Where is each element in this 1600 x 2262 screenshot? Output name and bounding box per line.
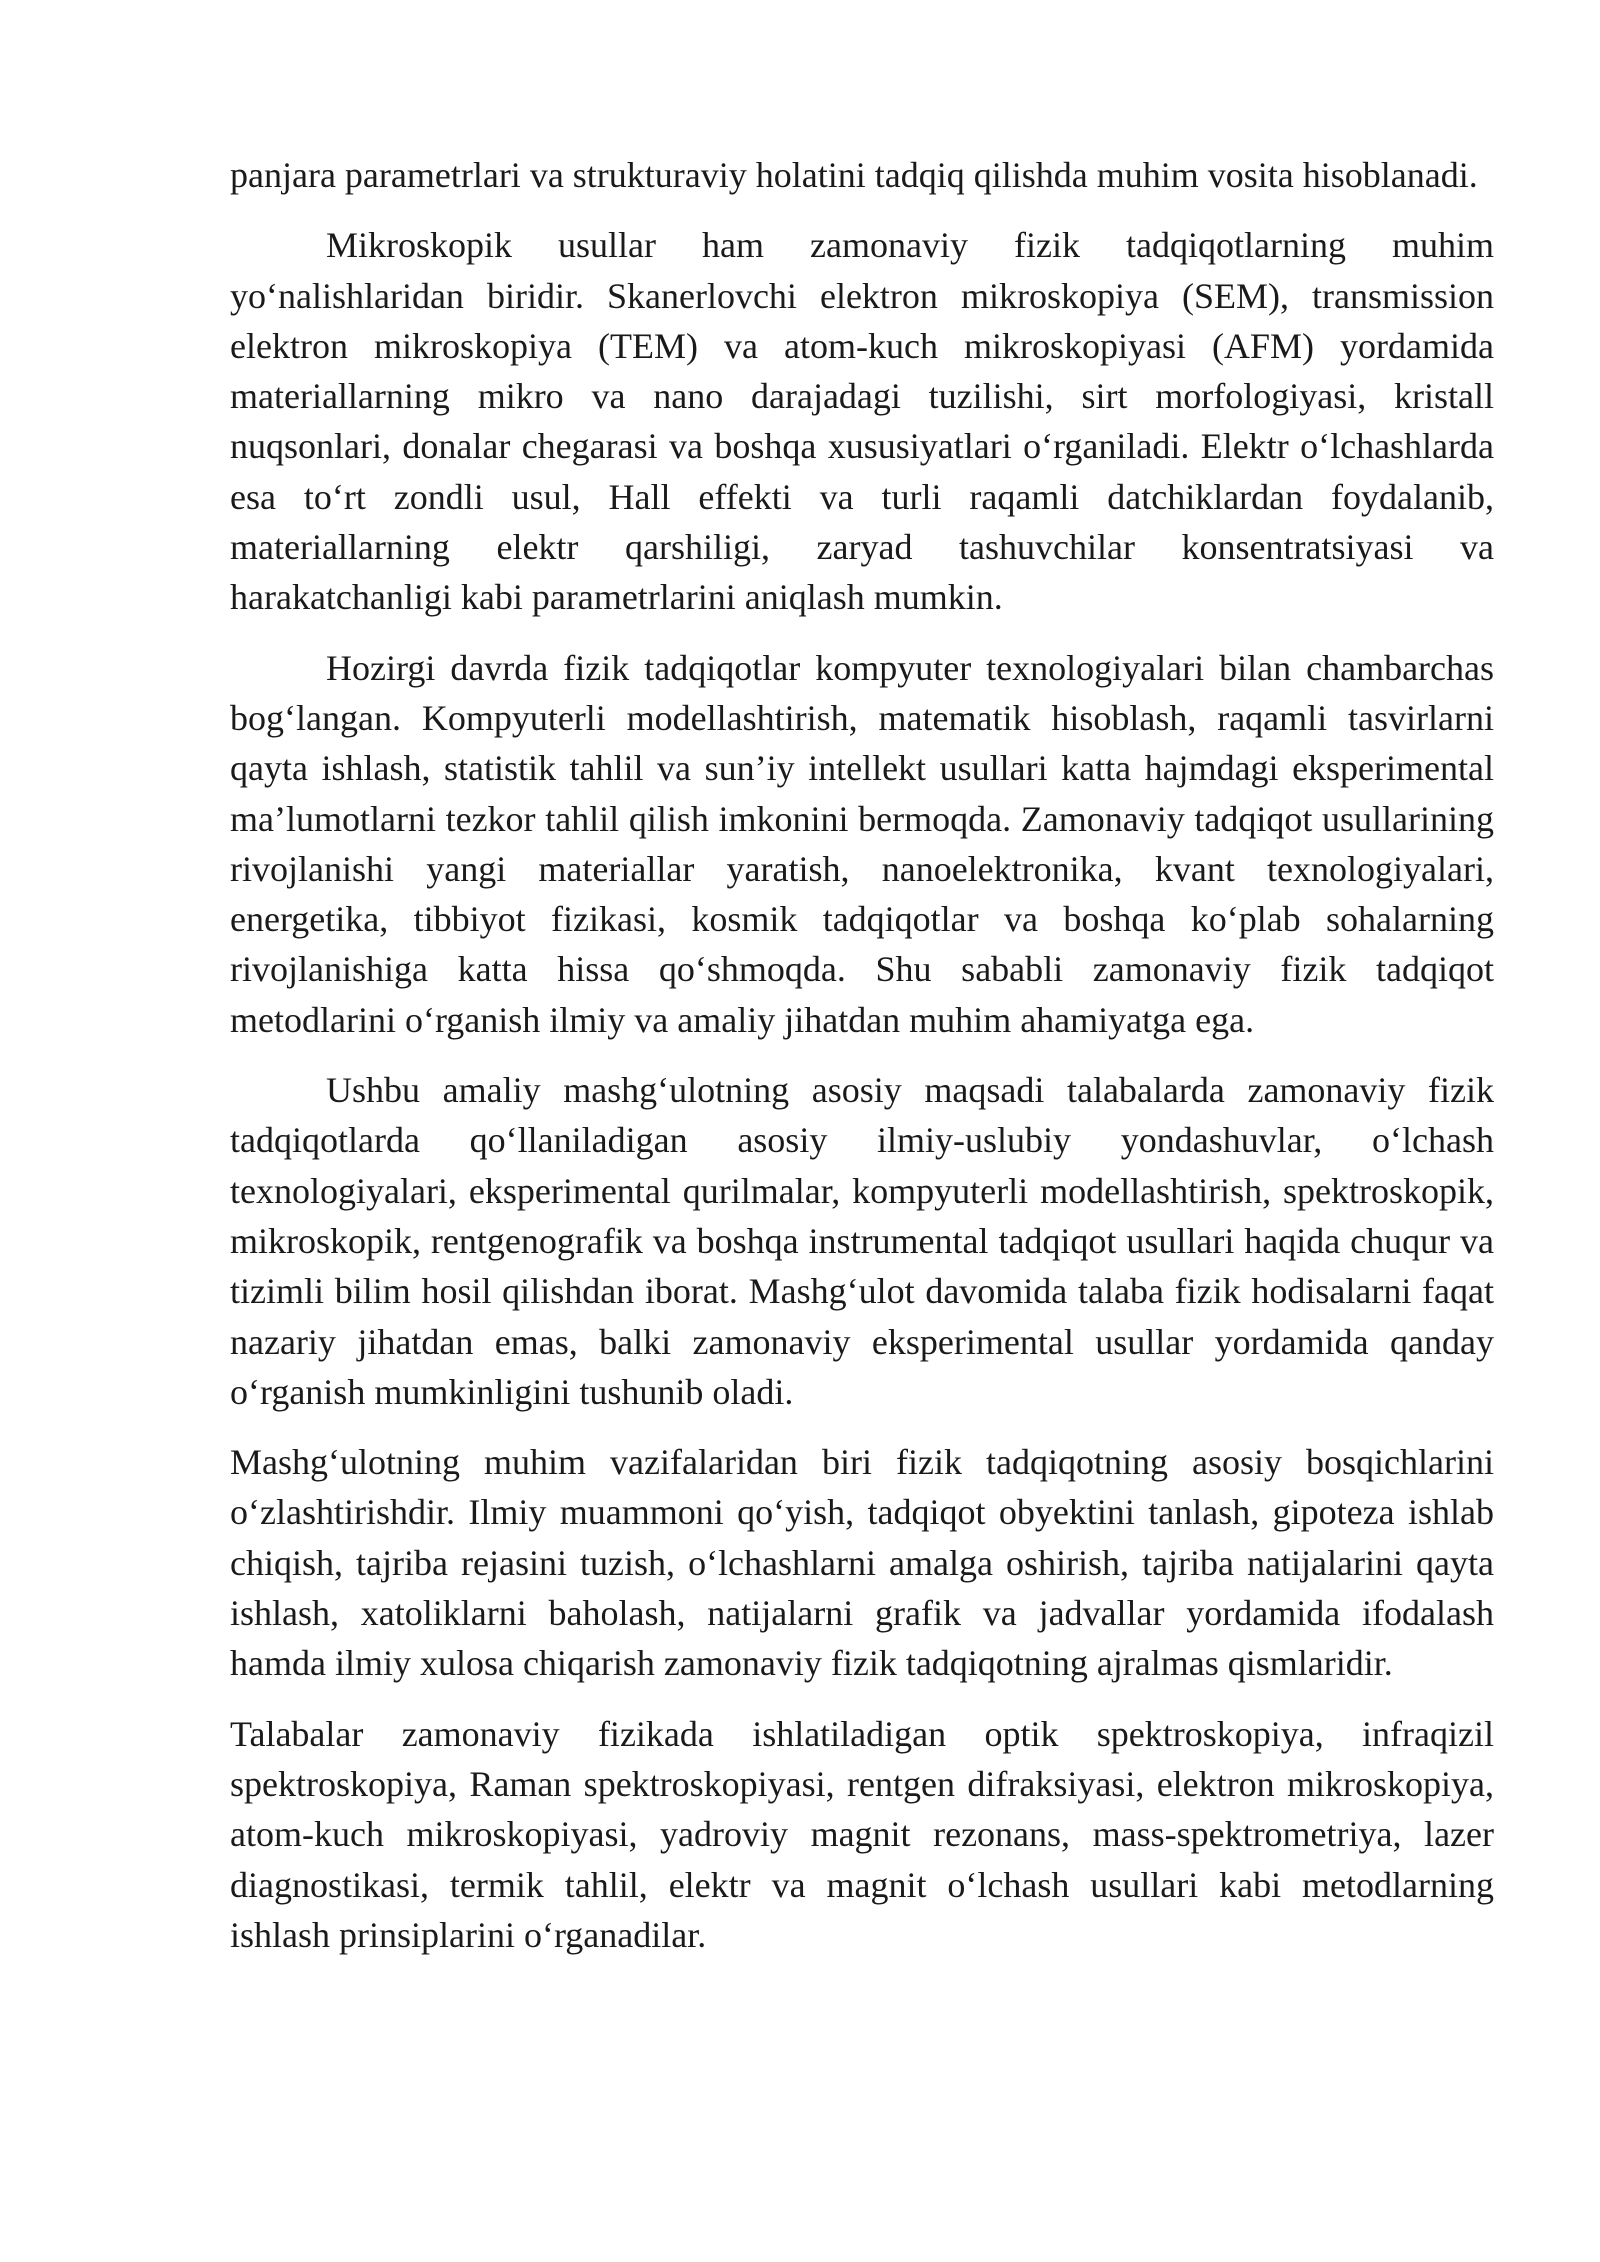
paragraph-4: Ushbu amaliy mashg‘ulotning asosiy maqsadi talabalarda zamonaviy fizik tadqiqotlarda qo‘llaniladigan asosiy ilmiy-uslubiy yondashuvlar, o‘lchash texnologiyalari, eksperimental qurilmalar, kompyuterli modellashtirish, spektroskopik, mikroskopik, rentgenografik va boshqa instrumental tadqiqot usullari haqida chuqur va tizimli bilim hosil qilishdan iborat. Mashg‘ulot davomida talaba fizik hodisalarni faqat nazariy jihatdan emas, balki zamonaviy eksperimental usullar yordamida qanday o‘rganish mumkinligini tushunib oladi. (230, 1070, 1494, 1412)
paragraph-1: panjara parametrlari va strukturaviy holatini tadqiq qilishda muhim vosita hisoblanadi. (230, 155, 1478, 195)
paragraph-2: Mikroskopik usullar ham zamonaviy fizik tadqiqotlarning muhim yo‘nalishlaridan biridir. Skanerlovchi elektron mikroskopiya (SEM), transmission elektron mikroskopiya (TEM) va atom-kuch mikroskopiyasi (AFM) yordamida materiallarning mikro va nano darajadagi tuzilishi, sirt morfologiyasi, kristall nuqsonlari, donalar chegarasi va boshqa xususiyatlari o‘rganiladi. Elektr o‘lchashlarda esa to‘rt zondli usul, Hall effekti va turli raqamli datchiklardan foydalanib, materiallarning elektr qarshiligi, zaryad tashuvchilar konsentratsiyasi va harakatchanligi kabi parametrlarini aniqlash mumkin. (230, 225, 1494, 618)
paragraph-3: Hozirgi davrda fizik tadqiqotlar kompyuter texnologiyalari bilan chambarchas bog‘langan. Kompyuterli modellashtirish, matematik hisoblash, raqamli tasvirlarni qayta ishlash, statistik tahlil va sun’iy intellekt usullari katta hajmdagi eksperimental ma’lumotlarni tezkor tahlil qilish imkonini bermoqda. Zamonaviy tadqiqot usullarining rivojlanishi yangi materiallar yaratish, nanoelektronika, kvant texnologiyalari, energetika, tibbiyot fizikasi, kosmik tadqiqotlar va boshqa ko‘plab sohalarning rivojlanishiga katta hissa qo‘shmoqda. Shu sababli zamonaviy fizik tadqiqot metodlarini o‘rganish ilmiy va amaliy jihatdan muhim ahamiyatga ega. (230, 647, 1494, 1040)
paragraph-6: Talabalar zamonaviy fizikada ishlatiladigan optik spektroskopiya, infraqizil spektroskopiya, Raman spektroskopiyasi, rentgen difraksiyasi, elektron mikroskopiya, atom-kuch mikroskopiyasi, yadroviy magnit rezonans, mass-spektrometriya, lazer diagnostikasi, termik tahlil, elektr va magnit o‘lchash usullari kabi metodlarning ishlash prinsiplarini o‘rganadilar. (230, 1713, 1494, 1955)
document-body (230, 150, 1494, 1980)
paragraph-5: Mashg‘ulotning muhim vazifalaridan biri fizik tadqiqotning asosiy bosqichlarini o‘zlashtirishdir. Ilmiy muammoni qo‘yish, tadqiqot obyektini tanlash, gipoteza ishlab chiqish, tajriba rejasini tuzish, o‘lchashlarni amalga oshirish, tajriba natijalarini qayta ishlash, xatoliklarni baholash, natijalarni grafik va jadvallar yordamida ifodalash hamda ilmiy xulosa chiqarish zamonaviy fizik tadqiqotning ajralmas qismlaridir. (230, 1442, 1494, 1684)
